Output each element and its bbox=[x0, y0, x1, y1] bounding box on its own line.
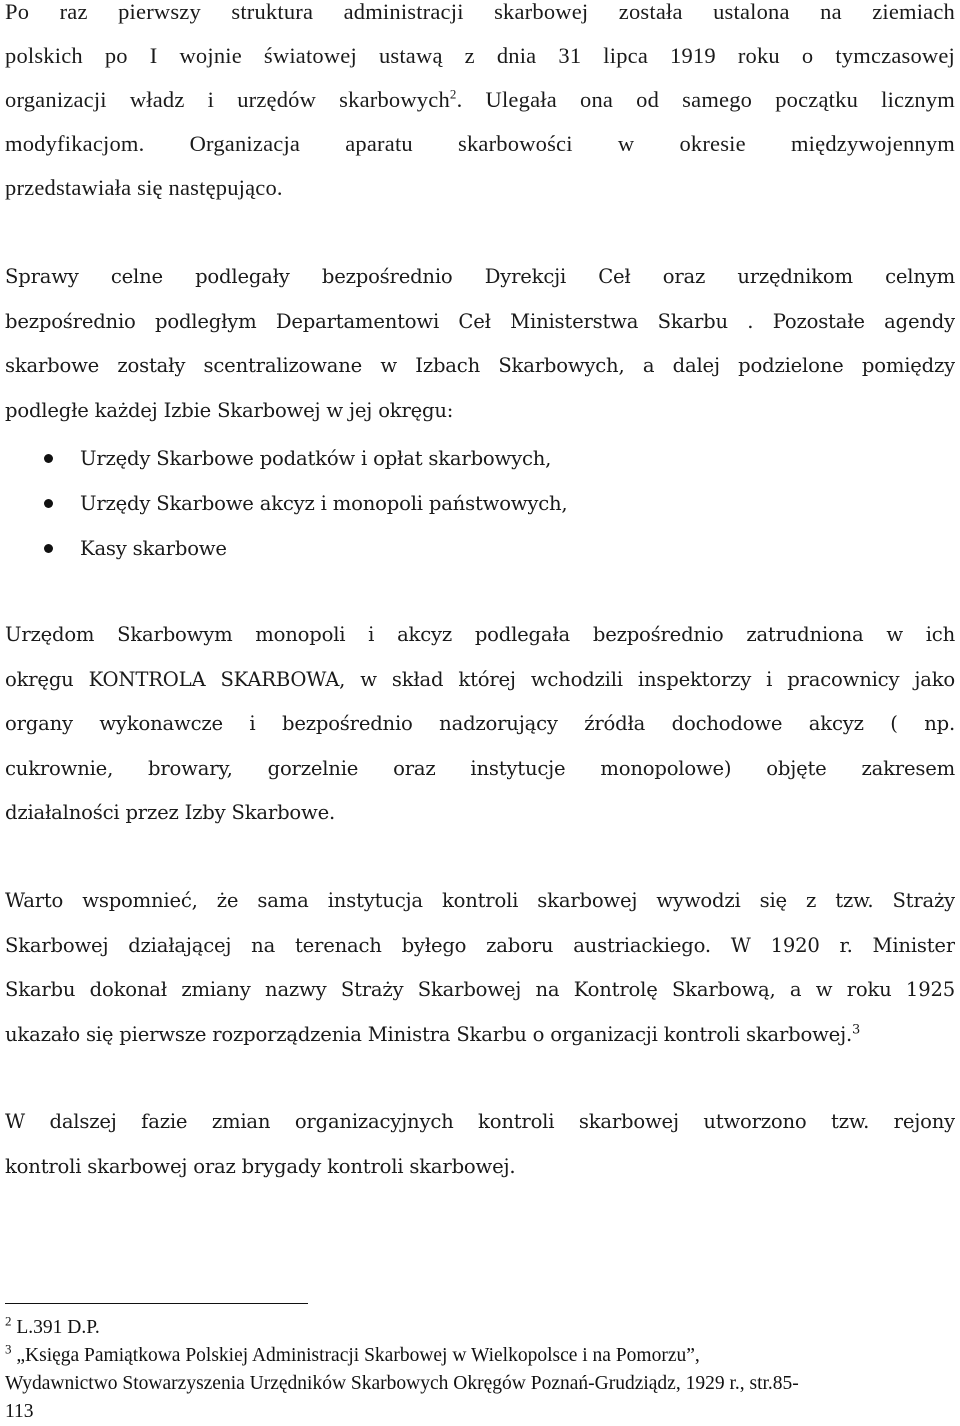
paragraph-regions bbox=[5, 1100, 955, 1189]
paragraph-line: podległe każdej Izbie Skarbowej w jej okręgu: bbox=[5, 398, 454, 422]
list-item bbox=[0, 436, 950, 481]
footnote-number: 3 bbox=[5, 1341, 12, 1357]
list-item bbox=[0, 526, 950, 571]
footnote-text: L.391 D.P. bbox=[11, 1317, 100, 1338]
footnote-number: 2 bbox=[5, 1313, 12, 1329]
paragraph-line: modyfikacjom. Organizacja aparatu skarbowości w okresie międzywojennym bbox=[5, 131, 955, 156]
footnote-text: „Księga Pamiątkowa Polskiej Administracji Skarbowej w Wielkopolsce i na Pomorzu”, bbox=[11, 1345, 700, 1366]
paragraph-line: działalności przez Izby Skarbowe. bbox=[5, 801, 336, 824]
footnotes bbox=[5, 1314, 955, 1426]
footnote bbox=[5, 1342, 955, 1426]
paragraph-history bbox=[5, 879, 955, 1057]
footnote-reference[interactable]: 3 bbox=[851, 1021, 861, 1037]
paragraph-line: Sprawy celne podlegały bezpośrednio Dyrekcji Ceł oraz urzędnikom celnym bbox=[5, 265, 955, 288]
paragraph-text: ukazało się pierwsze rozporządzenia Ministra Skarbu o organizacji kontroli skarbowej. bbox=[5, 1022, 852, 1046]
paragraph-line bbox=[5, 78, 955, 122]
paragraph-line: okręgu KONTROLA SKARBOWA, w skład której wchodzili inspektorzy i pracownicy jako bbox=[5, 667, 955, 691]
bullet-icon bbox=[44, 544, 53, 553]
footnote bbox=[5, 1314, 955, 1342]
bullet-icon bbox=[44, 454, 53, 463]
footnote-text: Wydawnictwo Stowarzyszenia Urzędników Skarbowych Okręgów Poznań-Grudziądz, 1929 r., str.85- bbox=[5, 1373, 799, 1394]
paragraph-text: . Ulegała ona od samego początku licznym bbox=[456, 87, 955, 112]
paragraph-line: polskich po I wojnie światowej ustawą z dnia 31 lipca 1919 roku o tymczasowej bbox=[5, 43, 955, 68]
list-item-label: Urzędy Skarbowe podatków i opłat skarbowych, bbox=[80, 447, 552, 470]
paragraph-line: Skarbu dokonał zmiany nazwy Straży Skarbowej na Kontrolę Skarbową, a w roku 1925 bbox=[5, 978, 955, 1001]
bullet-list bbox=[0, 436, 950, 571]
paragraph-line: skarbowe zostały scentralizowane w Izbach Skarbowych, a dalej podzielone pomiędzy bbox=[5, 354, 955, 377]
paragraph-customs bbox=[5, 255, 955, 433]
paragraph-line: przedstawiała się następująco. bbox=[5, 175, 283, 200]
bullet-icon bbox=[44, 499, 53, 508]
paragraph-line: organy wykonawcze i bezpośrednio nadzorujący źródła dochodowe akcyz ( np. bbox=[5, 712, 955, 735]
paragraph-intro bbox=[5, 0, 955, 210]
paragraph-line: Warto wspomnieć, że sama instytucja kontroli skarbowej wywodzi się z tzw. Straży bbox=[5, 889, 955, 912]
footnote-reference[interactable]: 2 bbox=[449, 86, 457, 102]
list-item-label: Urzędy Skarbowe akcyz i monopoli państwowych, bbox=[80, 492, 568, 515]
list-item-label: Kasy skarbowe bbox=[80, 537, 227, 560]
paragraph-line: Skarbowej działającej na terenach byłego zaboru austriackiego. W 1920 r. Minister bbox=[5, 933, 955, 957]
paragraph-line: bezpośrednio podległym Departamentowi Ceł Ministerstwa Skarbu . Pozostałe agendy bbox=[5, 309, 955, 333]
list-item bbox=[0, 481, 950, 526]
footnote-text: 113 bbox=[5, 1401, 34, 1422]
paragraph-line: Urzędom Skarbowym monopoli i akcyz podlegała bezpośrednio zatrudniona w ich bbox=[5, 623, 955, 646]
paragraph-line: W dalszej fazie zmian organizacyjnych kontroli skarbowej utworzono tzw. rejony bbox=[5, 1110, 955, 1133]
paragraph-line: Po raz pierwszy struktura administracji skarbowej została ustalona na ziemiach bbox=[5, 0, 955, 24]
paragraph-line: kontroli skarbowej oraz brygady kontroli skarbowej. bbox=[5, 1154, 516, 1178]
paragraph-control bbox=[5, 613, 955, 836]
footnote-separator bbox=[5, 1303, 308, 1304]
paragraph-line bbox=[5, 1013, 955, 1058]
paragraph-line: cukrownie, browary, gorzelnie oraz instytucje monopolowe) objęte zakresem bbox=[5, 756, 955, 780]
paragraph-text: organizacji władz i urzędów skarbowych bbox=[5, 87, 450, 112]
